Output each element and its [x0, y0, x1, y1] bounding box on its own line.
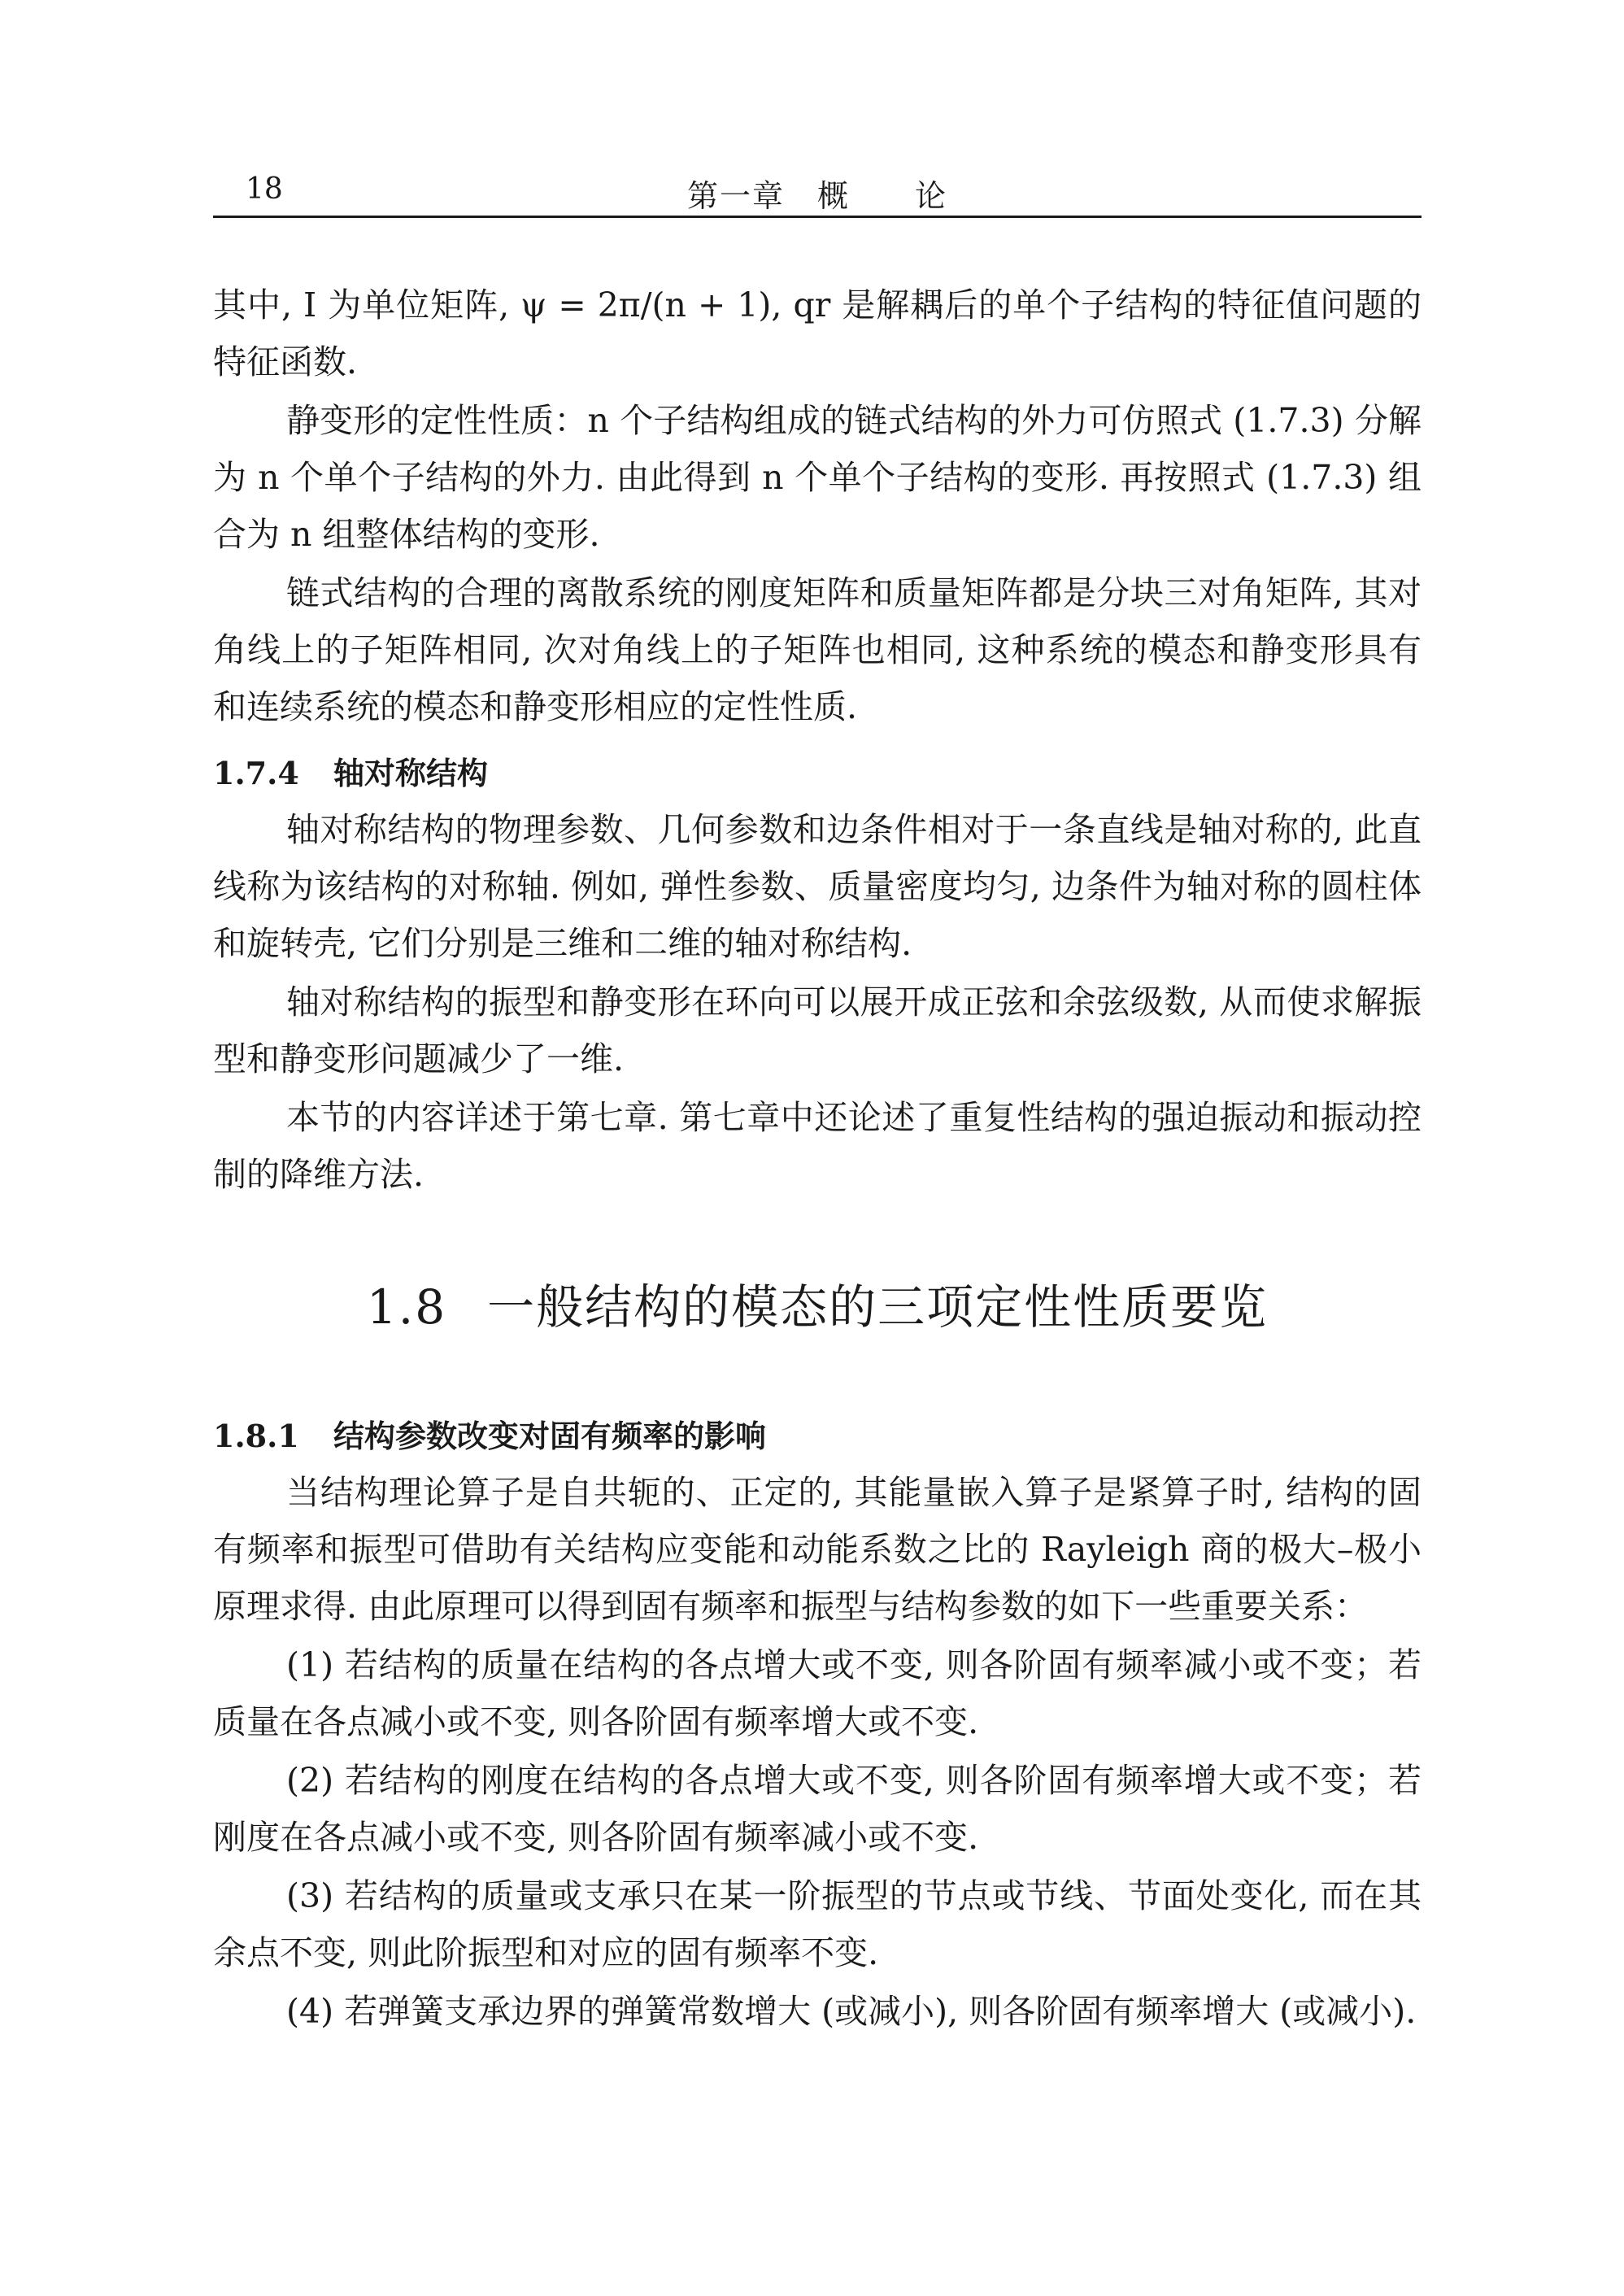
paragraph: 静变形的定性性质：n 个子结构组成的链式结构的外力可仿照式 (1.7.3) 分解为 n 个单个子结构的外力. 由此得到 n 个单个子结构的变形. 再按照式 (1.7.3) 组合为 n 组整体结构的变形. — [213, 401, 1422, 554]
running-header — [213, 163, 1422, 218]
paragraph: 链式结构的合理的离散系统的刚度矩阵和质量矩阵都是分块三对角矩阵, 其对角线上的子矩阵相同, 次对角线上的子矩阵也相同, 这种系统的模态和静变形具有和连续系统的模态和静变形相应的定性性质. — [213, 573, 1422, 726]
header-rule — [213, 216, 1422, 218]
paragraph: 当结构理论算子是自共轭的、正定的, 其能量嵌入算子是紧算子时, 结构的固有频率和振型可借助有关结构应变能和动能系数之比的 Rayleigh 商的极大–极小原理求得. 由此原理可以得到固有频率和振型与结构参数的如下一些重要关系： — [213, 1473, 1422, 1626]
list-item: (2) 若结构的刚度在结构的各点增大或不变, 则各阶固有频率增大或不变；若刚度在各点减小或不变, 则各阶固有频率减小或不变. — [213, 1761, 1422, 1857]
subsection-title: 轴对称结构 — [333, 756, 489, 791]
subsection-1-7-4-text — [213, 801, 1422, 1205]
subsection-heading-1-8-1 — [213, 1411, 1422, 1456]
subsection-1-8-1-text — [213, 1464, 1422, 2041]
subsection-title: 结构参数改变对固有频率的影响 — [333, 1418, 767, 1454]
running-title: 第一章 概 论 — [686, 178, 947, 214]
subsection-heading-1-7-4 — [213, 748, 1422, 793]
page-number: 18 — [246, 172, 283, 206]
paragraph: 本节的内容详述于第七章. 第七章中还论述了重复性结构的强迫振动和振动控制的降维方法. — [213, 1098, 1422, 1194]
section-title: 一般结构的模态的三项定性性质要览 — [487, 1279, 1269, 1335]
list-item: (4) 若弹簧支承边界的弹簧常数增大 (或减小), 则各阶固有频率增大 (或减小). — [286, 1992, 1417, 2031]
section-number: 1.8 — [366, 1279, 447, 1335]
section-heading-1-8 — [213, 1269, 1422, 1337]
subsection-number: 1.8.1 — [213, 1418, 299, 1454]
paragraph: 其中, I 为单位矩阵, ψ = 2π/(n + 1), qr 是解耦后的单个子结构的特征值问题的特征函数. — [213, 285, 1422, 381]
paragraph: 轴对称结构的物理参数、几何参数和边条件相对于一条直线是轴对称的, 此直线称为该结构的对称轴. 例如, 弹性参数、质量密度均匀, 边条件为轴对称的圆柱体和旋转壳, 它们分别是三维和二维的轴对称结构. — [213, 810, 1422, 963]
intro-text — [213, 277, 1422, 737]
list-item: (1) 若结构的质量在结构的各点增大或不变, 则各阶固有频率减小或不变；若质量在各点减小或不变, 则各阶固有频率增大或不变. — [213, 1645, 1422, 1741]
paragraph: 轴对称结构的振型和静变形在环向可以展开成正弦和余弦级数, 从而使求解振型和静变形问题减少了一维. — [213, 982, 1422, 1078]
list-item: (3) 若结构的质量或支承只在某一阶振型的节点或节线、节面处变化, 而在其余点不变, 则此阶振型和对应的固有频率不变. — [213, 1876, 1422, 1972]
subsection-number: 1.7.4 — [213, 755, 299, 791]
